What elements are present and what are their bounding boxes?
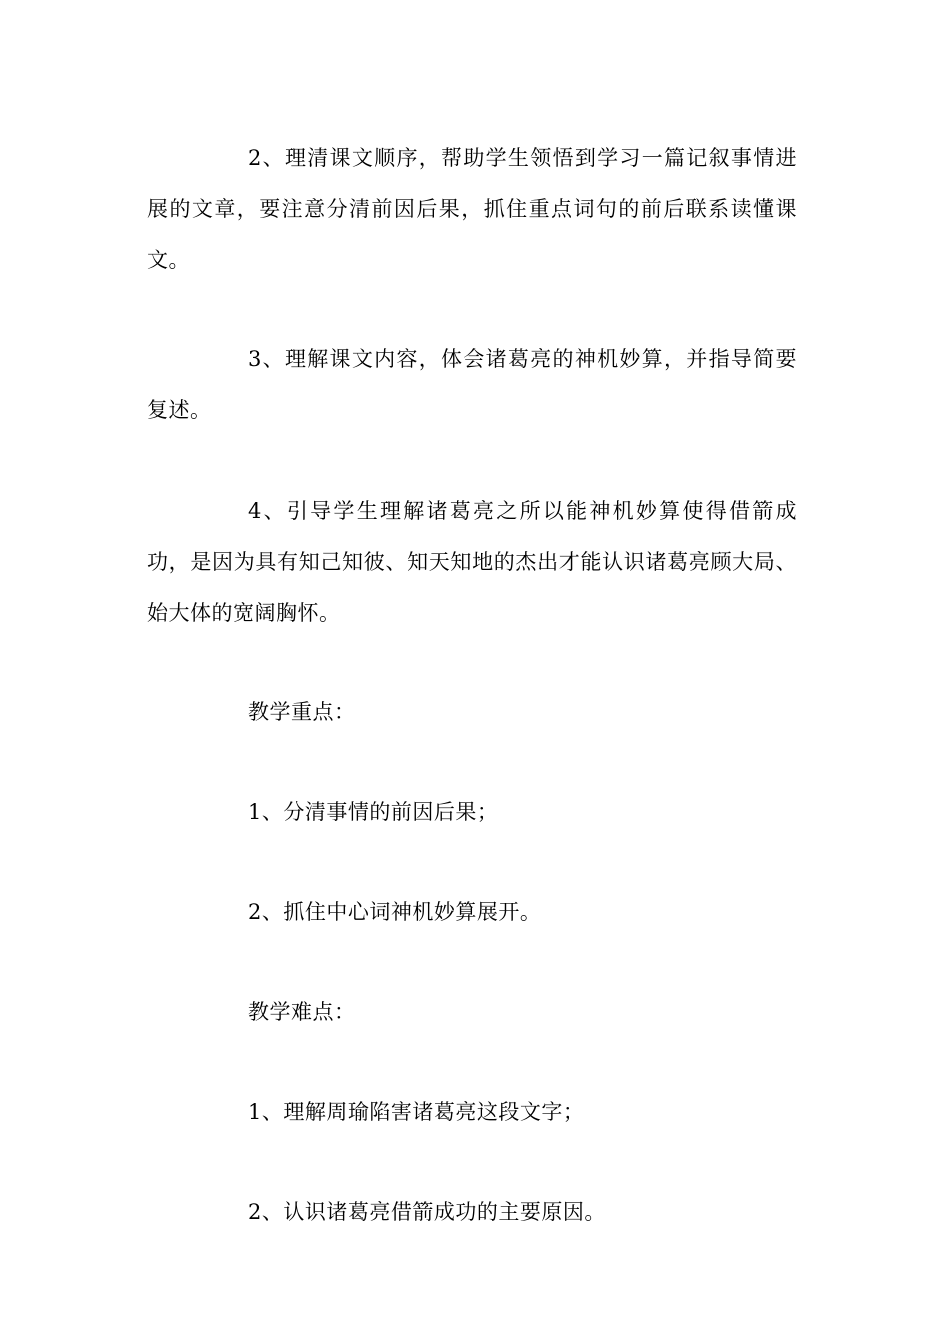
key-point-2: 2、抓住中心词神机妙算展开。 <box>248 900 542 924</box>
objective-2-paragraph: 2、理清课文顺序，帮助学生领悟到学习一篇记叙事情进展的文章，要注意分清前因后果，抓住重点词句的前后联系读懂课文。 <box>147 146 797 272</box>
objective-4-paragraph: 4、引导学生理解诸葛亮之所以能神机妙算使得借箭成功，是因为具有知己知彼、知天知地的杰出才能认识诸葛亮顾大局、始大体的宽阔胸怀。 <box>147 499 797 625</box>
objective-3-paragraph: 3、理解课文内容，体会诸葛亮的神机妙算，并指导简要复述。 <box>147 347 797 422</box>
difficulty-1: 1、理解周瑜陷害诸葛亮这段文字； <box>248 1100 585 1124</box>
key-points-heading: 教学重点： <box>248 700 356 724</box>
difficulties-heading: 教学难点： <box>248 1000 356 1024</box>
key-point-1: 1、分清事情的前因后果； <box>248 800 499 824</box>
difficulty-2: 2、认识诸葛亮借箭成功的主要原因。 <box>248 1200 606 1224</box>
